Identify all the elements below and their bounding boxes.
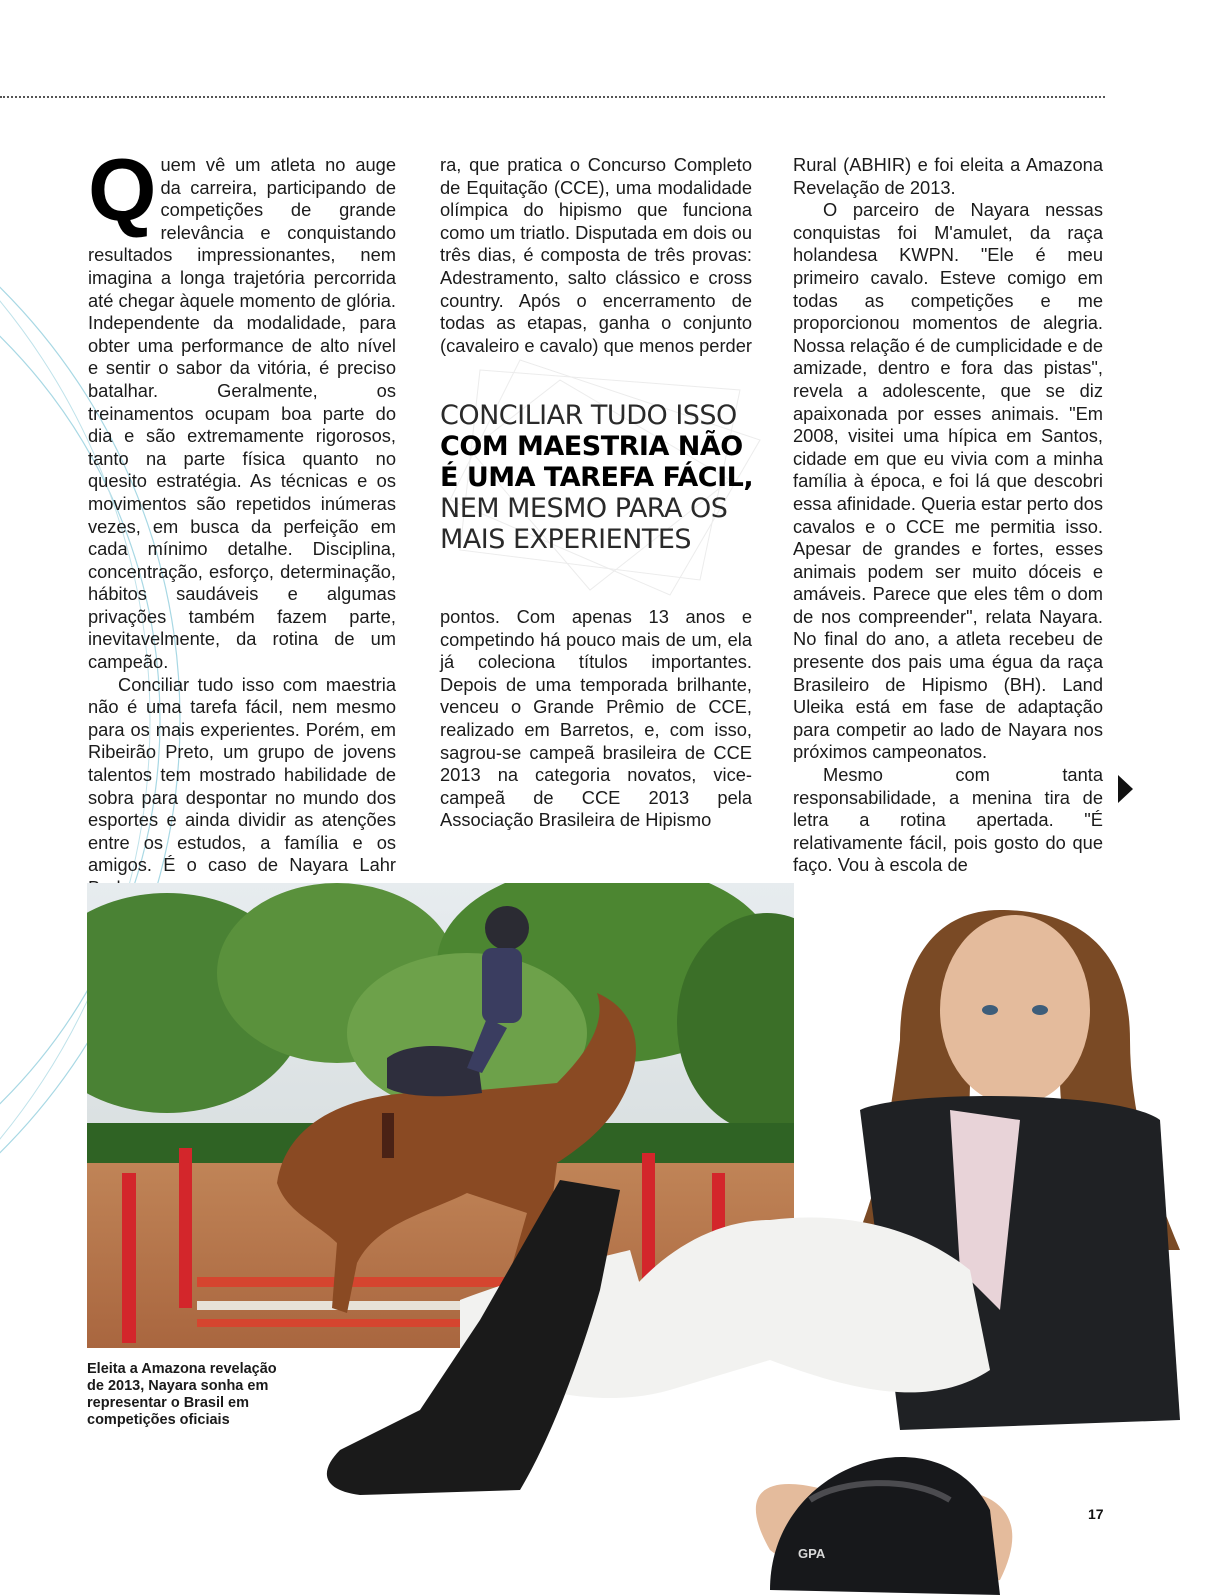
pullquote-line: MAIS EXPERIENTES [440, 524, 692, 555]
article-column-2-top [440, 154, 752, 357]
article-column-1 [88, 140, 396, 900]
continue-arrow-icon [1118, 775, 1133, 803]
paragraph: Mesmo com tanta responsabilidade, a menina tira de letra a rotina apertada. "É relativamente fácil, pois gosto do que faço. Vou à escola de [793, 764, 1103, 876]
paragraph: Conciliar tudo isso com maestria não é uma tarefa fácil, nem mesmo para os mais experientes. Porém, em Ribeirão Preto, um grupo de jovens talentos tem mostrado habilidade de sobra para despontar no mundo dos esportes e ainda dividir as atenções entre os estudos, a família e os amigos. É o caso de Nayara Lahr [88, 673, 396, 876]
paragraph: O parceiro de Nayara nessas conquistas foi M'amulet, da raça holandesa KWPN. "Ele é meu primeiro cavalo. Esteve comigo em todas as competições e me proporcionou momentos de alegria. Nossa relação é de cumplicidade e de amizade, dentro e fora das pistas", revela a adolescente, que se diz apaixonada por esses animais. "Em 2008, visitei uma hípica em Santos, cidade em que eu vivia com a minha família à época, e foi lá que descobri essa afinidade. Queria estar perto dos cavalos e o CCE me permitia isso. Apesar de grandes e fortes, esses animais podem ser muito dóceis e amáveis. Parece que eles têm o dom de nos compreender", relata Nayara. No final do ano, a atleta recebeu de presente dos pais uma égua da raça Brasileiro de Hipismo (BH). Land Uleika está em fase de adaptação para competir ao lado de Nayara nos próximos campeonatos. [793, 199, 1103, 763]
page-number: 17 [1088, 1506, 1104, 1522]
article-column-3 [793, 154, 1103, 877]
helmet-brand-text: GPA [798, 1546, 826, 1561]
pullquote-line-bold: COM MAESTRIA NÃO [440, 431, 743, 462]
paragraph-text: uem vê um atleta no auge da carreira, participando de competições de grande relevância e conquistando resultados impressionantes, nem imagina a longa trajetória percorrida até chegar àquele momento de glória. Independente da modalidade, para obter uma performance de alto nível e sentir o sabor da vitória, é preciso batalhar. Geralmente, os treinamentos ocupam boa parte do dia e são extremamente rigorosos, tanto na parte física quanto no quesito estratégia. As técnicas e os movimentos são repetidos inúmeras vezes, em busca da perfeição em cada mínimo detalhe. Disciplina, concentração, esforço, determinação, hábitos saudáveis e algumas privações também fazem parte, inevitavelmente, da rotina de um campeão. [88, 154, 396, 673]
paragraph: pontos. Com apenas 13 anos e competindo há pouco mais de um, ela já coleciona títulos importantes. Depois de uma temporada brilhante, venceu o Grande Prêmio de CCE, realizado em Barretos, e, com isso, sagrou-se campeã brasileira de CCE 2013 na categoria novatos, vice-campeã de CCE 2013 pela Associação Brasileira de Hipismo [440, 606, 752, 831]
pull-quote [440, 400, 770, 555]
photo-caption: Eleita a Amazona revelação de 2013, Nayara sonha em representar o Brasil em competições oficiais [87, 1361, 277, 1428]
top-dotted-rule [0, 96, 1105, 98]
pullquote-line-bold: É UMA TAREFA FÁCIL, [440, 462, 754, 493]
pullquote-line: CONCILIAR TUDO ISSO [440, 400, 737, 431]
article-column-2-bottom [440, 606, 752, 832]
paragraph: ra, que pratica o Concurso Completo de Equitação (CCE), uma modalidade olímpica do hipismo que funciona como um triatlo. Disputada em dois ou três dias, é composta de três provas: Adestramento, salto clássico e cross country. Após o encerramento de todas as etapas, ganha o conjunto (cavaleiro e cavalo) que menos perder [440, 154, 752, 356]
paragraph: Rural (ABHIR) e foi eleita a Amazona Revelação de 2013. [793, 154, 1103, 198]
pullquote-line: NEM MESMO PARA OS [440, 493, 728, 524]
paragraph [88, 140, 396, 674]
drop-cap: Q [88, 140, 157, 239]
rider-portrait-photo [300, 890, 1211, 1595]
